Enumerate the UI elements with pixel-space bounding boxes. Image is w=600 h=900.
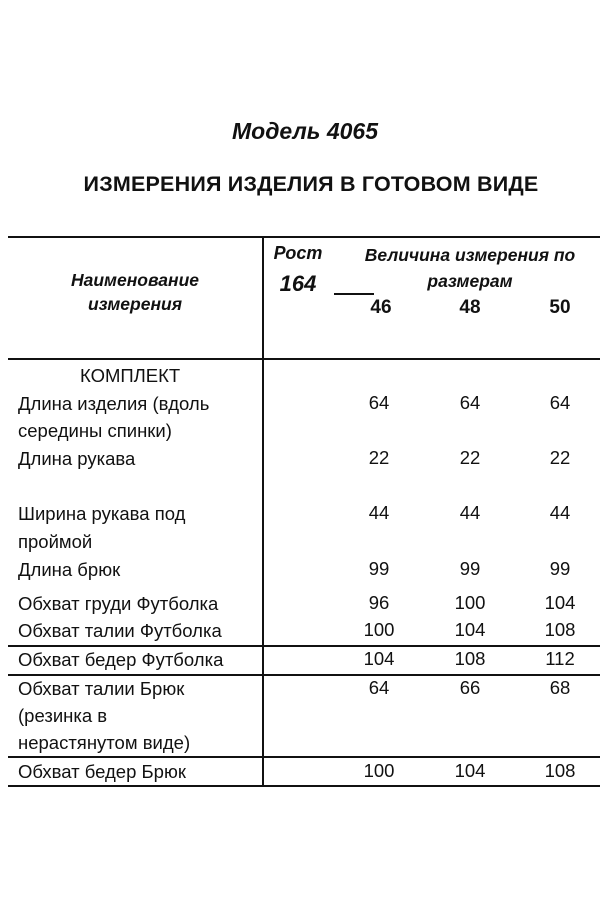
row-name-line: середины спинки) [18,420,172,441]
header-rost-value: 164 [279,271,317,296]
page-heading: ИЗМЕРЕНИЯ ИЗДЕЛИЯ В ГОТОВОМ ВИДЕ [83,172,539,196]
row-value: 104 [363,648,395,669]
row-value: 100 [454,592,486,613]
row-name-line: проймой [18,531,93,552]
header-bottom-border [8,358,600,360]
row-value: 44 [368,502,390,523]
header-size-line2: размерам [427,271,513,291]
row-value: 22 [459,447,481,468]
row-value: 66 [459,677,481,698]
row-value: 99 [459,558,481,579]
row-value: 104 [454,760,486,781]
row-value: 100 [363,760,395,781]
header-size-46: 46 [370,297,392,318]
row-name-line: Обхват талии Футболка [18,620,222,641]
row-name-line: Длина брюк [18,559,121,580]
header-size-title [340,242,600,294]
table-top-border [8,236,600,238]
header-name-line2: измерения [87,294,183,314]
row-value: 104 [544,592,576,613]
row-value: 104 [454,619,486,640]
table-bottom-border [8,785,600,787]
header-name-column [10,268,260,316]
row-value: 100 [363,619,395,640]
header-size-48: 48 [459,297,481,318]
section-label: КОМПЛЕКТ [80,365,181,386]
row-value: 108 [544,619,576,640]
row-value: 64 [368,392,390,413]
row-name-line: Ширина рукава под [18,503,186,524]
row-name-line: Обхват груди Футболка [18,593,219,614]
row-name-line: (резинка в [18,705,108,726]
row-value: 99 [368,558,390,579]
column-divider [262,237,264,786]
row-value: 64 [368,677,390,698]
row-name-line: Длина рукава [18,448,136,469]
model-title: Модель 4065 [231,118,379,144]
row-value: 64 [549,392,571,413]
header-name-line1: Наименование [70,270,200,290]
row-name-line: Обхват талии Брюк [18,678,185,699]
row-value: 22 [368,447,390,468]
header-size-50: 50 [549,297,571,318]
row-name-line: нерастянутом виде) [18,732,191,753]
row-value: 96 [368,592,390,613]
header-rost-label: Рост [273,243,323,263]
row-value: 68 [549,677,571,698]
row-name-line: Длина изделия (вдоль [18,393,210,414]
row-value: 44 [549,502,571,523]
row-value: 64 [459,392,481,413]
row-value: 22 [549,447,571,468]
row-value: 108 [544,760,576,781]
row-name-line: Обхват бедер Футболка [18,649,224,670]
row-value: 112 [545,648,575,669]
header-size-line1: Величина измерения по [364,245,576,265]
row-value: 99 [549,558,571,579]
row-value: 108 [454,648,486,669]
row-name-line: Обхват бедер Брюк [18,761,186,782]
row-value: 44 [459,502,481,523]
